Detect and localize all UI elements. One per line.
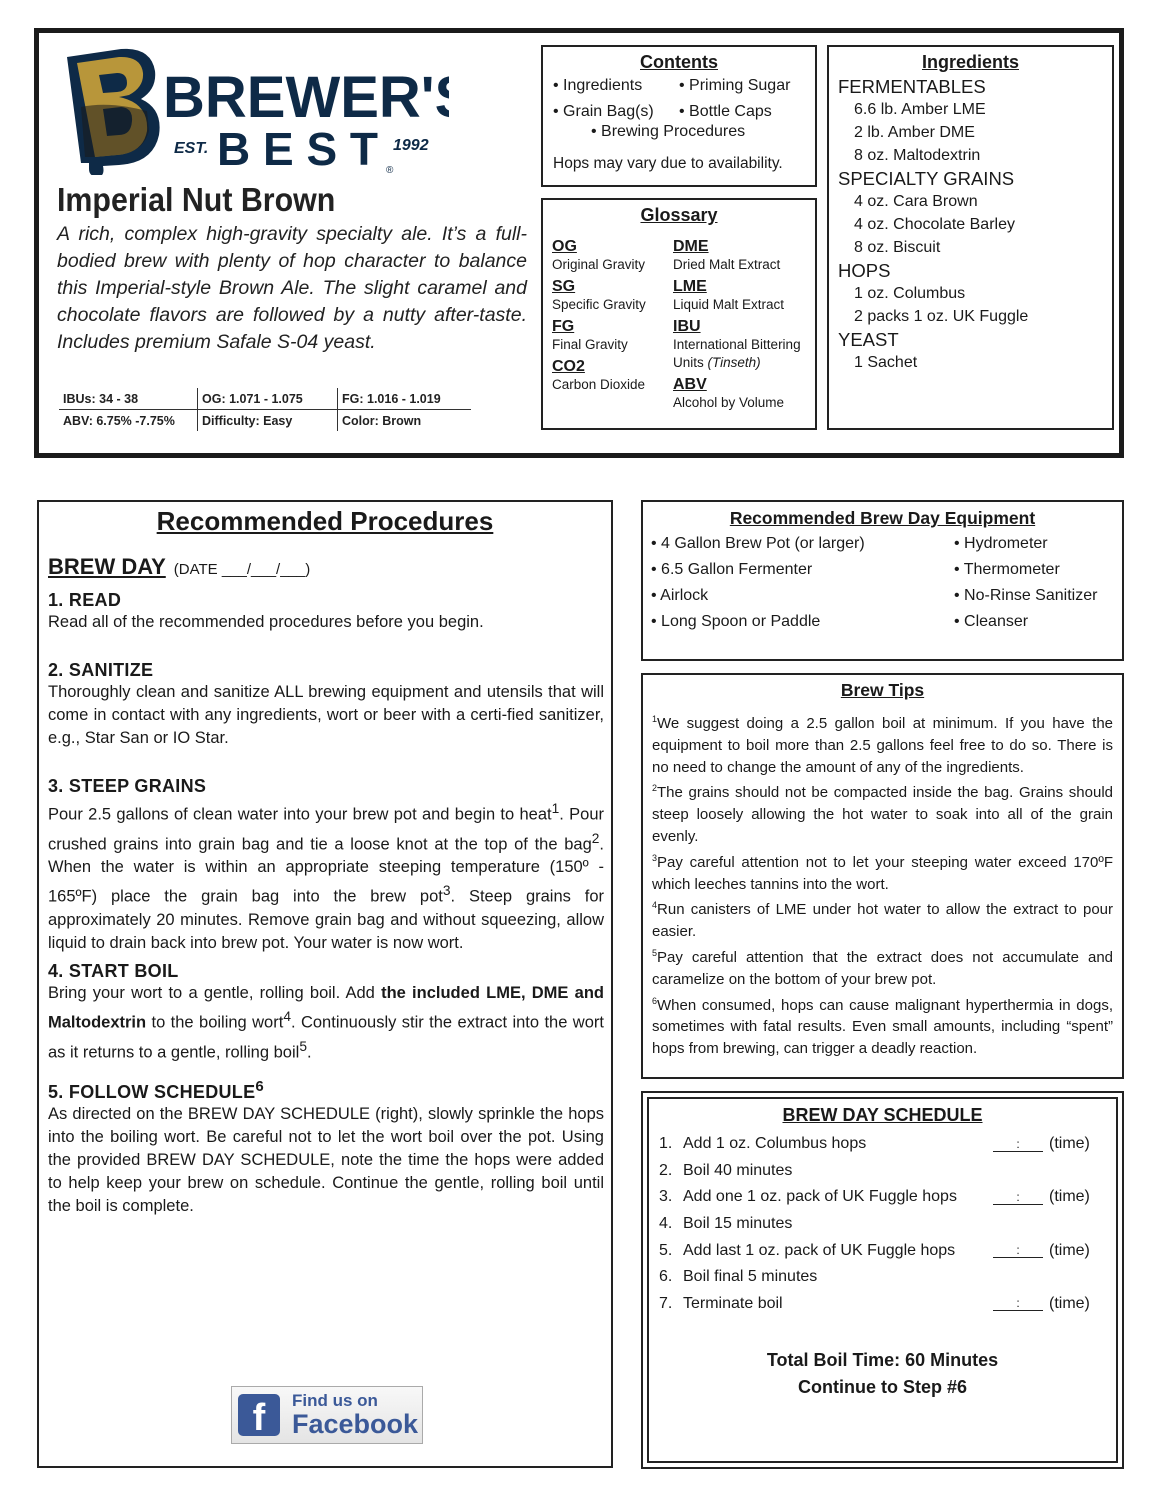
glossary-abbr: OG: [552, 238, 577, 255]
glossary-title: Glossary: [640, 205, 718, 225]
schedule-title: BREW DAY SCHEDULE: [782, 1105, 983, 1125]
equipment-item: • Airlock: [651, 587, 709, 604]
contents-item: • Brewing Procedures: [591, 123, 746, 140]
ingredient-item: 6.6 lb. Amber LME: [854, 101, 986, 118]
contents-item: • Ingredients: [553, 77, 643, 94]
schedule-row: 2. Boil 40 minutes: [659, 1161, 793, 1179]
facebook-link-badge[interactable]: [231, 1386, 423, 1444]
ingredients-title: Ingredients: [921, 52, 1019, 72]
stat-ibus: IBUs: 34 - 38: [63, 392, 139, 406]
ingredient-item: 4 oz. Cara Brown: [854, 193, 978, 210]
equipment-item: • Long Spoon or Paddle: [651, 613, 821, 630]
svg-text:1992: 1992: [393, 137, 429, 154]
facebook-big-text: Facebook: [292, 1409, 419, 1439]
glossary-right-column: [673, 236, 813, 416]
tip-item: $^5$Pay careful attention that the extract does not accumulate and caramelize on the bottom of your brew pot.: [652, 947, 1113, 988]
ingredient-category: SPECIALTY GRAINS: [838, 168, 1015, 189]
contents-title: Contents: [640, 52, 718, 72]
ingredient-item: 2 lb. Amber DME: [854, 124, 975, 141]
stat-difficulty: Difficulty: Easy: [197, 410, 337, 431]
step-start-boil: 4. START BOIL Bring your wort to a gentle, rolling boil. Add the included LME, DME and Maltodextrin to the boiling wort$^4$. Continuously stir the extract into the wort as it returns to a gentle, rolling boil$^5$.: [48, 961, 604, 1061]
schedule-row: 6. Boil final 5 minutes: [659, 1268, 818, 1286]
recipe-description: A rich, complex high-gravity specialty ale. It’s a full-bodied brew with plenty of hop character to balance this Imperial-style Brown Ale. The slight caramel and chocolate flavors are followed by a nutty after-taste. Includes premium Safale S-04 yeast.: [57, 223, 527, 353]
glossary-abbr: ABV: [673, 376, 707, 393]
contents-item: • Grain Bag(s): [553, 103, 654, 120]
equipment-item: • Hydrometer: [954, 535, 1048, 552]
schedule-inner-frame: [647, 1097, 1118, 1463]
glossary-abbr: IBU: [673, 318, 701, 335]
header-panel: [34, 28, 1124, 458]
facebook-icon: f: [238, 1394, 280, 1436]
equipment-item: • 4 Gallon Brew Pot (or larger): [651, 535, 865, 552]
equipment-item: • Cleanser: [954, 613, 1029, 630]
time-blank-field: :: [993, 1296, 1043, 1311]
svg-text:EST.: EST.: [174, 140, 209, 157]
svg-text:B E S T: B E S T: [217, 123, 379, 175]
step-read: 1. READ Read all of the recommended procedures before you begin.: [48, 590, 484, 631]
brew-date-field: (DATE ___/___/___): [173, 561, 311, 578]
ingredient-item: 4 oz. Chocolate Barley: [854, 216, 1015, 233]
step-follow-schedule: 5. FOLLOW SCHEDULE$^6$ As directed on the BREW DAY SCHEDULE (right), slowly sprinkle the hops into the boiling wort. Be careful not to let the wort boil over the pot. Using the provided BREW DAY SCHEDULE, note the time the hops were added to help keep your brew on schedule. Continue the gentle, rolling boil until the boil is complete.: [48, 1078, 604, 1215]
procedures-panel: [37, 500, 613, 1468]
ingredient-item: 2 packs 1 oz. UK Fuggle: [854, 308, 1029, 325]
equipment-box: [641, 500, 1124, 661]
glossary-def: Liquid Malt Extract: [673, 297, 785, 312]
equipment-item: • Thermometer: [954, 561, 1060, 578]
ingredient-item: 8 oz. Maltodextrin: [854, 147, 981, 164]
stat-fg: FG: 1.016 - 1.019: [337, 388, 471, 409]
glossary-abbr: SG: [552, 278, 576, 295]
ingredient-category: HOPS: [838, 260, 891, 281]
glossary-def: Alcohol by Volume: [673, 395, 785, 410]
step-sanitize: 2. SANITIZE Thoroughly clean and sanitize ALL brewing equipment and utensils that will come in contact with any ingredients, wort or beer with a certi-fied sanitizer, e.g., Star San or IO Star.: [48, 660, 604, 747]
glossary-def-continued: Units (Tinseth): [673, 355, 761, 370]
ingredient-item: 1 Sachet: [854, 354, 918, 371]
brewers-best-logo: [59, 45, 449, 175]
brew-day-schedule-box: [641, 1091, 1124, 1469]
tip-item: $^6$When consumed, hops can cause malignant hyperthermia in dogs, sometimes with fatal results. Even small amounts, including “spent” hops from brewing, can trigger a deadly reaction.: [652, 995, 1113, 1058]
glossary-def: Dried Malt Extract: [673, 257, 781, 272]
glossary-box: [541, 198, 817, 430]
ingredient-item: 8 oz. Biscuit: [854, 239, 941, 256]
time-blank-field: :: [993, 1190, 1043, 1205]
brew-day-heading: BREW DAY (DATE ___/___/___): [48, 554, 311, 579]
ingredients-box: [827, 45, 1114, 430]
stat-abv: ABV: 6.75% -7.75%: [63, 414, 175, 428]
glossary-def: Original Gravity: [552, 257, 646, 272]
recipe-title: Imperial Nut Brown: [57, 181, 336, 218]
glossary-def: International Bittering: [673, 337, 801, 352]
svg-text:®: ®: [386, 165, 394, 175]
ingredient-category: YEAST: [838, 329, 899, 350]
stat-color: Color: Brown: [337, 410, 471, 431]
brew-tips-title: Brew Tips: [840, 680, 925, 700]
contents-item: • Priming Sugar: [679, 77, 791, 94]
facebook-small-text: Find us on: [292, 1391, 378, 1410]
tip-item: $^3$Pay careful attention not to let your steeping water exceed 170ºF which leeches tannins into the wort.: [652, 852, 1113, 893]
time-blank-field: :: [993, 1137, 1043, 1152]
glossary-abbr: LME: [673, 278, 707, 295]
glossary-abbr: FG: [552, 318, 575, 335]
tip-item: $^4$Run canisters of LME under hot water to allow the extract to pour easier.: [652, 900, 1113, 941]
equipment-item: • 6.5 Gallon Fermenter: [651, 561, 813, 578]
contents-box: [541, 45, 817, 187]
ingredient-category: FERMENTABLES: [838, 76, 986, 97]
glossary-left-column: [552, 236, 673, 416]
procedures-title: Recommended Procedures: [156, 506, 494, 536]
tip-item: $^2$The grains should not be compacted inside the bag. Grains should steep loosely allowing the hot water to soak into all of the grain evenly.: [652, 783, 1113, 845]
time-blank-field: :: [993, 1243, 1043, 1258]
schedule-row: 4. Boil 15 minutes: [659, 1215, 793, 1233]
equipment-title: Recommended Brew Day Equipment: [729, 508, 1036, 528]
contents-item: • Bottle Caps: [679, 103, 772, 120]
schedule-row: 3. Add one 1 oz. pack of UK Fuggle hops : (time): [659, 1188, 1090, 1206]
stat-og: OG: 1.071 - 1.075: [197, 388, 337, 409]
brew-tips-box: [641, 673, 1124, 1079]
glossary-abbr: DME: [673, 238, 709, 255]
total-boil-time: Total Boil Time: 60 Minutes Continue to Step #6: [766, 1350, 999, 1397]
glossary-def: Carbon Dioxide: [552, 377, 646, 392]
logo-b-emblem-icon: [67, 49, 160, 175]
step-steep-grains: 3. STEEP GRAINS Pour 2.5 gallons of clean water into your brew pot and begin to heat$^1$. Pour crushed grains into grain bag and tie a loose knot at the top of the bag$^2$. When the water is within an appropriate steeping temperature (150º - 165ºF) place the grain bag into the brew pot$^3$. Steep grains for approximately 20 minutes. Remove grain bag and without squeezing, allow liquid to drain back into brew pot. Your water is now wort.: [48, 776, 604, 952]
tip-item: $^1$We suggest doing a 2.5 gallon boil at minimum. If you have the equipment to boil more than 2.5 gallons feel free to do so. There is no need to change the amount of any of the ingredients.: [652, 714, 1113, 776]
logo-wordmark: BREWER'S: [163, 65, 449, 130]
schedule-row: 1. Add 1 oz. Columbus hops : (time): [659, 1135, 1090, 1153]
glossary-def: Final Gravity: [552, 337, 628, 352]
glossary-def: Specific Gravity: [552, 297, 646, 312]
ingredient-item: 1 oz. Columbus: [854, 285, 966, 302]
equipment-item: • No-Rinse Sanitizer: [954, 587, 1098, 604]
glossary-abbr: CO2: [552, 358, 585, 375]
schedule-row: 5. Add last 1 oz. pack of UK Fuggle hops : (time): [659, 1241, 1090, 1259]
contents-note: Hops may vary due to availability.: [553, 155, 783, 172]
schedule-row: 7. Terminate boil : (time): [659, 1294, 1090, 1312]
recipe-stats-table: [59, 388, 471, 431]
